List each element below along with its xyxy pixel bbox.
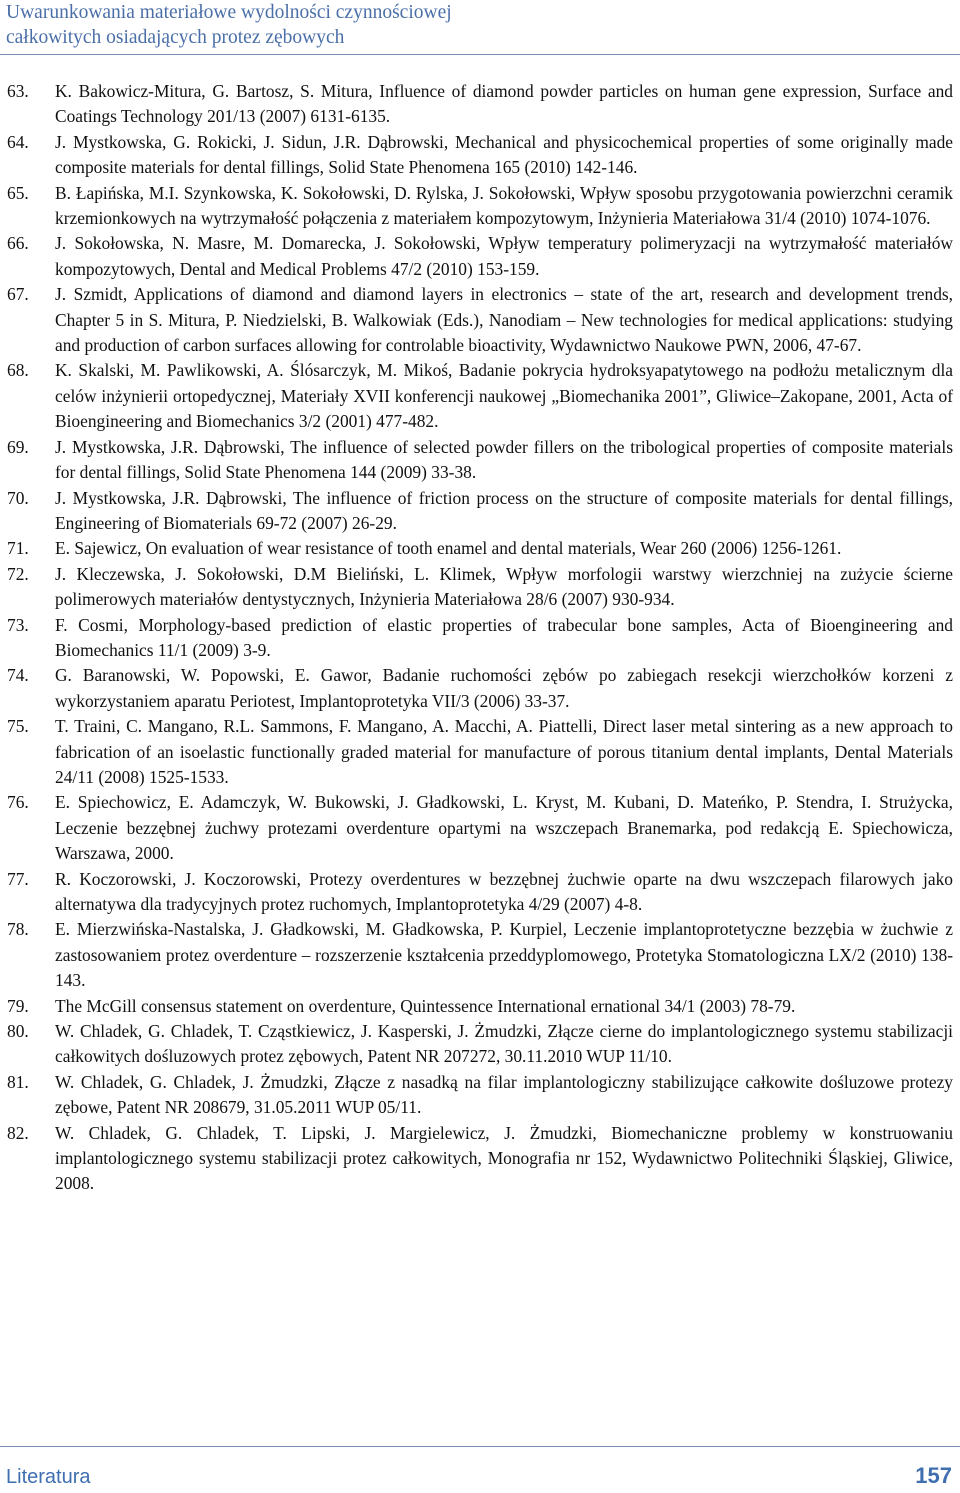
reference-item <box>7 536 953 561</box>
reference-number: 82. <box>7 1122 29 1143</box>
reference-item <box>7 1070 953 1121</box>
reference-number: 80. <box>7 1021 29 1042</box>
reference-item <box>7 79 953 130</box>
reference-text: J. Mystkowska, J.R. Dąbrowski, The influence of selected powder fillers on the tribological properties of composite materials for dental fillings, Solid State Phenomena 144 (2009) 33-38. <box>55 436 953 483</box>
reference-text: W. Chladek, G. Chladek, T. Lipski, J. Margielewicz, J. Żmudzki, Biomechaniczne problemy w konstruowaniu implantologicznego systemu stabilizacji protez całkowitych, Monografia nr 152, Wydawnictwo Politechniki Śląskiej, Gliwice, 2008. <box>55 1122 953 1194</box>
reference-text: E. Mierzwińska-Nastalska, J. Gładkowski, M. Gładkowska, P. Kurpiel, Leczenie implantoprotetyczne bezzębia w żuchwie z zastosowaniem protez overdenture – rozszerzenie kształcenia przeddyplomowego, Protetyka Stomatologiczna LX/2 (2010) 138-143. <box>55 919 953 991</box>
reference-number: 68. <box>7 360 29 381</box>
reference-item <box>7 1121 953 1197</box>
reference-item <box>7 714 953 790</box>
reference-number: 70. <box>7 487 29 508</box>
reference-number: 64. <box>7 131 29 152</box>
reference-text: R. Koczorowski, J. Koczorowski, Protezy overdentures w bezzębnej żuchwie oparte na dwu wszczepach filarowych jako alternatywa dla tradycyjnych protez ruchomych, Implantoprotetyka 4/29 (2007) 4-8. <box>55 868 953 914</box>
reference-number: 76. <box>7 792 29 813</box>
reference-number: 74. <box>7 665 29 686</box>
reference-number: 66. <box>7 233 29 254</box>
reference-item <box>7 435 953 486</box>
reference-text: J. Szmidt, Applications of diamond and diamond layers in electronics – state of the art, research and development trends, Chapter 5 in S. Mitura, P. Niedzielski, B. Walkowiak (Eds.), Nanodiam – New technologies for medical applications: studying and production of carbon surfaces allowing for controlable bioactivity, Wydawnictwo Naukowe PWN, 2006, 47-67. <box>55 284 953 356</box>
reference-text: J. Kleczewska, J. Sokołowski, D.M Bieliński, L. Klimek, Wpływ morfologii warstwy wierzchniej na zużycie ścierne polimerowych materiałów dentystycznych, Inżynieria Materiałowa 28/6 (2007) 930-934. <box>55 563 953 610</box>
reference-number: 77. <box>7 868 29 889</box>
reference-number: 75. <box>7 716 29 737</box>
reference-item <box>7 358 953 434</box>
reference-item <box>7 231 953 282</box>
reference-number: 63. <box>7 81 29 101</box>
reference-number: 71. <box>7 538 29 559</box>
reference-number: 81. <box>7 1071 29 1092</box>
reference-number: 69. <box>7 436 29 457</box>
reference-text: W. Chladek, G. Chladek, J. Żmudzki, Złącze z nasadką na filar implantologiczny stabilizujące całkowite dośluzowe protezy zębowe, Patent NR 208679, 31.05.2011 WUP 05/11. <box>55 1071 953 1118</box>
reference-item <box>7 867 953 918</box>
reference-item <box>7 917 953 993</box>
reference-text: E. Sajewicz, On evaluation of wear resistance of tooth enamel and dental materials, Wear 260 (2006) 1256-1261. <box>55 538 842 559</box>
reference-text: J. Mystkowska, G. Rokicki, J. Sidun, J.R. Dąbrowski, Mechanical and physicochemical properties of some originally made composite materials for dental fillings, Solid State Phenomena 165 (2010) 142-146. <box>55 131 953 178</box>
reference-number: 78. <box>7 919 29 940</box>
reference-text: G. Baranowski, W. Popowski, E. Gawor, Badanie ruchomości zębów po zabiegach resekcji wierzchołków korzeni z wykorzystaniem aparatu Periotest, Implantoprotetyka VII/3 (2006) 33-37. <box>55 665 953 711</box>
reference-text: J. Sokołowska, N. Masre, M. Domarecka, J. Sokołowski, Wpływ temperatury polimeryzacji na wytrzymałość materiałów kompozytowych, Dental and Medical Problems 47/2 (2010) 153-159. <box>55 233 953 279</box>
reference-text: K. Skalski, M. Pawlikowski, A. Ślósarczyk, M. Mikoś, Badanie pokrycia hydroksyapatytowego na podłożu metalicznym dla celów inżynierii ortopedycznej, Materiały XVII konferencji naukowej „Biomechanika 2001”, Gliwice–Zakopane, 2001, Acta of Bioengineering and Biomechanics 3/2 (2001) 477-482. <box>55 360 953 432</box>
reference-text: E. Spiechowicz, E. Adamczyk, W. Bukowski, J. Gładkowski, L. Kryst, M. Kubani, D. Mateńko, P. Stendra, I. Strużycka, Leczenie bezzębnej żuchwy protezami overdenture opartymi na wszczepach Branemarka, pod redakcją E. Spiechowicza, Warszawa, 2000. <box>55 792 953 864</box>
header-line-2: całkowitych osiadających protez zębowych <box>6 27 345 48</box>
reference-text: F. Cosmi, Morphology-based prediction of elastic properties of trabecular bone samples, Acta of Bioengineering and Biomechanics 11/1 (2009) 3-9. <box>55 614 953 660</box>
reference-item <box>7 562 953 613</box>
reference-item <box>7 1019 953 1070</box>
reference-item <box>7 613 953 664</box>
reference-text: W. Chladek, G. Chladek, T. Cząstkiewicz, J. Kasperski, J. Żmudzki, Złącze cierne do implantologicznego systemu stabilizacji całkowitych dośluzowych protez zębowych, Patent NR 207272, 30.11.2010 WUP 11/10. <box>55 1021 953 1067</box>
reference-item <box>7 181 953 232</box>
reference-item <box>7 663 953 714</box>
reference-number: 72. <box>7 563 29 584</box>
reference-text: T. Traini, C. Mangano, R.L. Sammons, F. Mangano, A. Macchi, A. Piattelli, Direct laser metal sintering as a new approach to fabrication of an isoelastic functionally graded material for manufacture of porous titanium dental implants, Dental Materials 24/11 (2008) 1525-1533. <box>55 716 953 787</box>
header-line-1: Uwarunkowania materiałowe wydolności czynnościowej <box>6 2 452 23</box>
reference-text: B. Łapińska, M.I. Szynkowska, K. Sokołowski, D. Rylska, J. Sokołowski, Wpływ sposobu przygotowania powierzchni ceramik krzemionkowych na wytrzymałość połączenia z materiałem kompozytowym, Inżynieria Materiałowa 31/4 (2010) 1074-1076. <box>55 182 953 229</box>
reference-item <box>7 130 953 181</box>
reference-item <box>7 486 953 537</box>
reference-list <box>7 79 953 1197</box>
footer-section-title: Literatura <box>6 1466 91 1488</box>
reference-text: J. Mystkowska, J.R. Dąbrowski, The influence of friction process on the structure of composite materials for dental fillings, Engineering of Biomaterials 69-72 (2007) 26-29. <box>55 487 953 533</box>
page-number: 157 <box>915 1463 952 1488</box>
reference-number: 79. <box>7 995 29 1016</box>
running-header <box>6 0 946 50</box>
header-divider <box>0 54 960 55</box>
reference-number: 73. <box>7 614 29 635</box>
footer-divider <box>0 1446 960 1447</box>
reference-number: 65. <box>7 182 29 203</box>
reference-text: The McGill consensus statement on overdenture, Quintessence International ernational 34/1 (2003) 78-79. <box>55 995 796 1016</box>
reference-item <box>7 790 953 866</box>
reference-item <box>7 282 953 358</box>
reference-item <box>7 994 953 1019</box>
reference-number: 67. <box>7 284 29 305</box>
reference-text: K. Bakowicz-Mitura, G. Bartosz, S. Mitura, Influence of diamond powder particles on human gene expression, Surface and Coatings Technology 201/13 (2007) 6131-6135. <box>55 81 953 127</box>
